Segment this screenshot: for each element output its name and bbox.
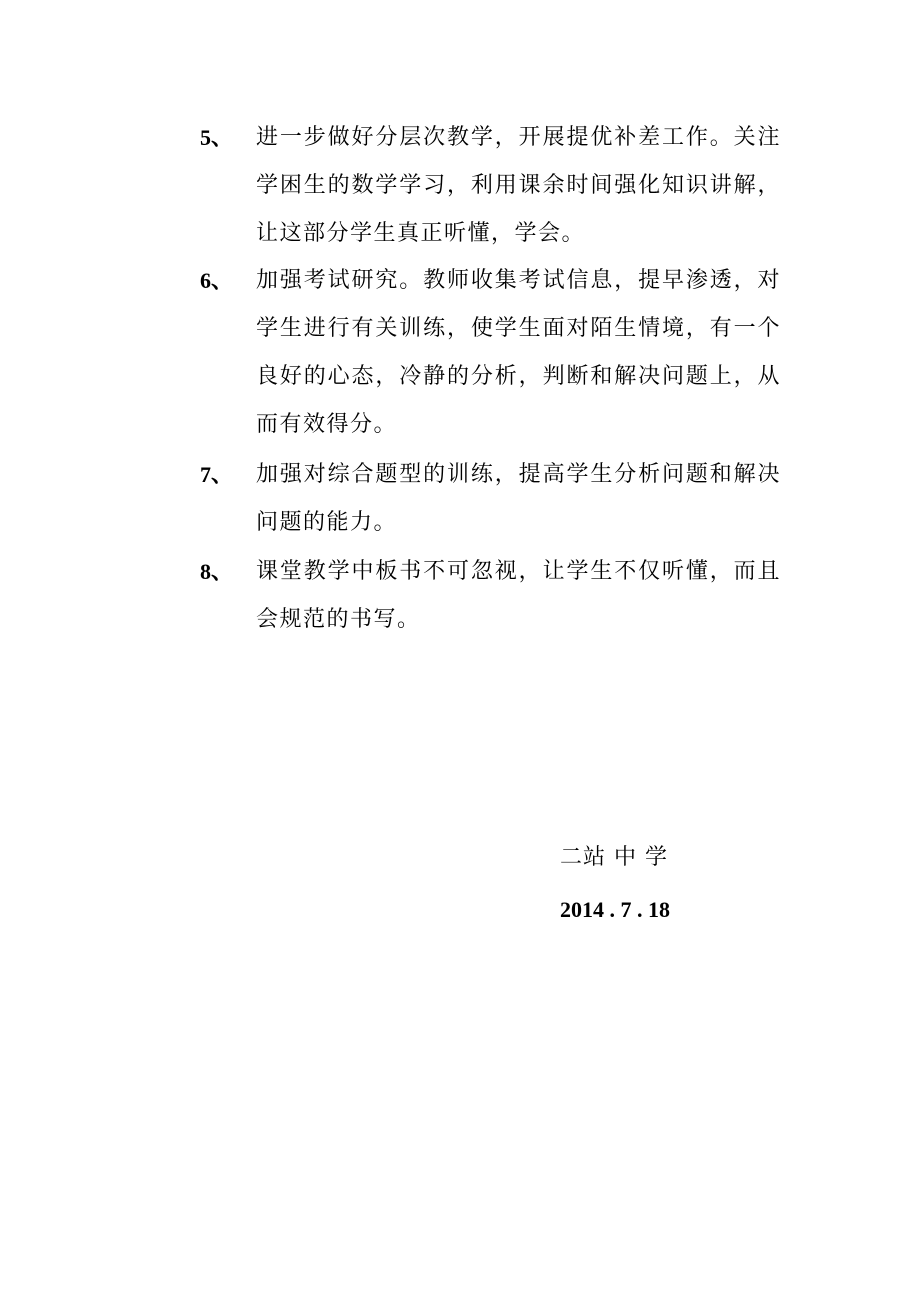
signature-school: 二站 中 学 [560,845,668,870]
item-text: 加强考试研究。教师收集考试信息，提早渗透，对学生进行有关训练，使学生面对陌生情境，有一个良好的心态，冷静的分析，判断和解决问题上，从而有效得分。 [256,268,781,437]
item-number: 7、 [200,462,234,487]
signature-date: 2014 . 7 . 18 [560,897,670,922]
item-number: 6、 [200,268,234,293]
item-text: 加强对综合题型的训练，提高学生分析问题和解决问题的能力。 [256,462,781,535]
item-text: 课堂教学中板书不可忽视，让学生不仅听懂，而且会规范的书写。 [256,559,781,632]
item-text: 进一步做好分层次教学，开展提优补差工作。关注学困生的数学学习，利用课余时间强化知识讲解，让这部分学生真正听懂，学会。 [256,125,781,246]
item-number: 5、 [200,125,234,150]
item-number: 8、 [200,559,234,584]
